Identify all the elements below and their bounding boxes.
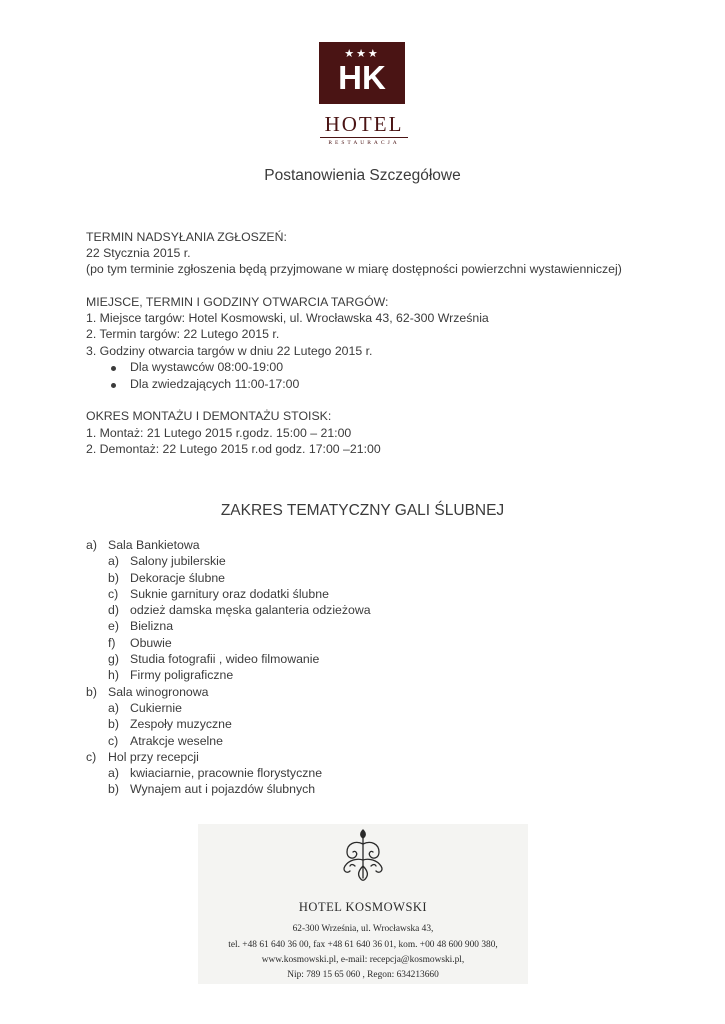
deadline-note: (po tym terminie zgłoszenia będą przyjmowane w miarę dostępności powierzchni wystawienniczej)	[86, 262, 622, 276]
assembly-line: 1. Montaż: 21 Lutego 2015 r.godz. 15:00 – 21:00	[86, 426, 352, 440]
deadline-heading: TERMIN NADSYŁANIA ZGŁOSZEŃ:	[86, 230, 287, 244]
venue-line: 3. Godziny otwarcia targów w dniu 22 Lutego 2015 r.	[86, 344, 373, 358]
logo-subword: RESTAURACJA	[328, 140, 400, 146]
footer-web: www.kosmowski.pl, e-mail: recepcja@kosmowski.pl,	[261, 955, 465, 965]
item-name: Wynajem aut i pojazdów ślubnych	[130, 782, 316, 796]
bullet-dot	[111, 383, 116, 388]
item-name: Zespoły muzyczne	[130, 717, 232, 731]
bullet-dot	[111, 366, 116, 371]
assembly-heading: OKRES MONTAŻU I DEMONTAŻU STOISK:	[86, 409, 332, 423]
venue-line: 2. Termin targów: 22 Lutego 2015 r.	[86, 327, 280, 341]
section-name: Sala winogronowa	[108, 685, 209, 699]
venue-line: 1. Miejsce targów: Hotel Kosmowski, ul. Wrocławska 43, 62-300 Września	[86, 311, 489, 325]
list-label: a)	[86, 538, 97, 552]
list-label: h)	[108, 668, 119, 682]
item-name: odzież damska męska galanteria odzieżowa	[130, 603, 371, 617]
venue-heading: MIEJSCE, TERMIN I GODZINY OTWARCIA TARGÓW:	[86, 295, 389, 309]
footer-hotel-name: HOTEL KOSMOWSKI	[298, 900, 428, 914]
list-label: b)	[108, 717, 119, 731]
list-label: c)	[108, 587, 119, 601]
list-label: c)	[86, 750, 97, 764]
venue-bullet: Dla zwiedzających 11:00-17:00	[130, 377, 300, 391]
section-name: Hol przy recepcji	[108, 750, 199, 764]
list-label: a)	[108, 701, 119, 715]
item-name: Bielizna	[130, 619, 174, 633]
item-name: Dekoracje ślubne	[130, 571, 226, 585]
list-label: d)	[108, 603, 119, 617]
scope-title: ZAKRES TEMATYCZNY GALI ŚLUBNEJ	[220, 502, 505, 519]
item-name: kwiaciarnie, pracownie florystyczne	[130, 766, 323, 780]
logo-word: HOTEL	[324, 112, 404, 136]
logo-stars: ★★★	[344, 48, 380, 60]
list-label: b)	[86, 685, 97, 699]
footer-phones: tel. +48 61 640 36 00, fax +48 61 640 36 01, kom. +00 48 600 900 380,	[228, 940, 498, 950]
logo-initials: HK	[338, 59, 386, 96]
logo-rule	[320, 137, 408, 138]
footer-letterhead	[198, 824, 528, 984]
footer-ids: Nip: 789 15 65 060 , Regon: 634213660	[287, 970, 439, 980]
assembly-line: 2. Demontaż: 22 Lutego 2015 r.od godz. 17:00 –21:00	[86, 442, 381, 456]
logo-badge	[323, 42, 401, 104]
page-title: Postanowienia Szczegółowe	[264, 167, 461, 184]
list-label: b)	[108, 782, 119, 796]
list-label: g)	[108, 652, 119, 666]
list-label: a)	[108, 554, 119, 568]
footer-address: 62-300 Września, ul. Wrocławska 43,	[292, 924, 434, 934]
section-name: Sala Bankietowa	[108, 538, 200, 552]
item-name: Cukiernie	[130, 701, 182, 715]
venue-bullet: Dla wystawców 08:00-19:00	[130, 360, 284, 374]
ornament-icon	[335, 826, 391, 886]
list-label: e)	[108, 619, 119, 633]
list-label: a)	[108, 766, 119, 780]
deadline-date: 22 Stycznia 2015 r.	[86, 246, 191, 260]
item-name: Firmy poligraficzne	[130, 668, 234, 682]
list-label: b)	[108, 571, 119, 585]
item-name: Obuwie	[130, 636, 172, 650]
item-name: Atrakcje weselne	[130, 734, 223, 748]
item-name: Salony jubilerskie	[130, 554, 226, 568]
list-label: c)	[108, 734, 119, 748]
item-name: Suknie garnitury oraz dodatki ślubne	[130, 587, 329, 601]
item-name: Studia fotografii , wideo filmowanie	[130, 652, 320, 666]
list-label: f)	[108, 636, 116, 650]
